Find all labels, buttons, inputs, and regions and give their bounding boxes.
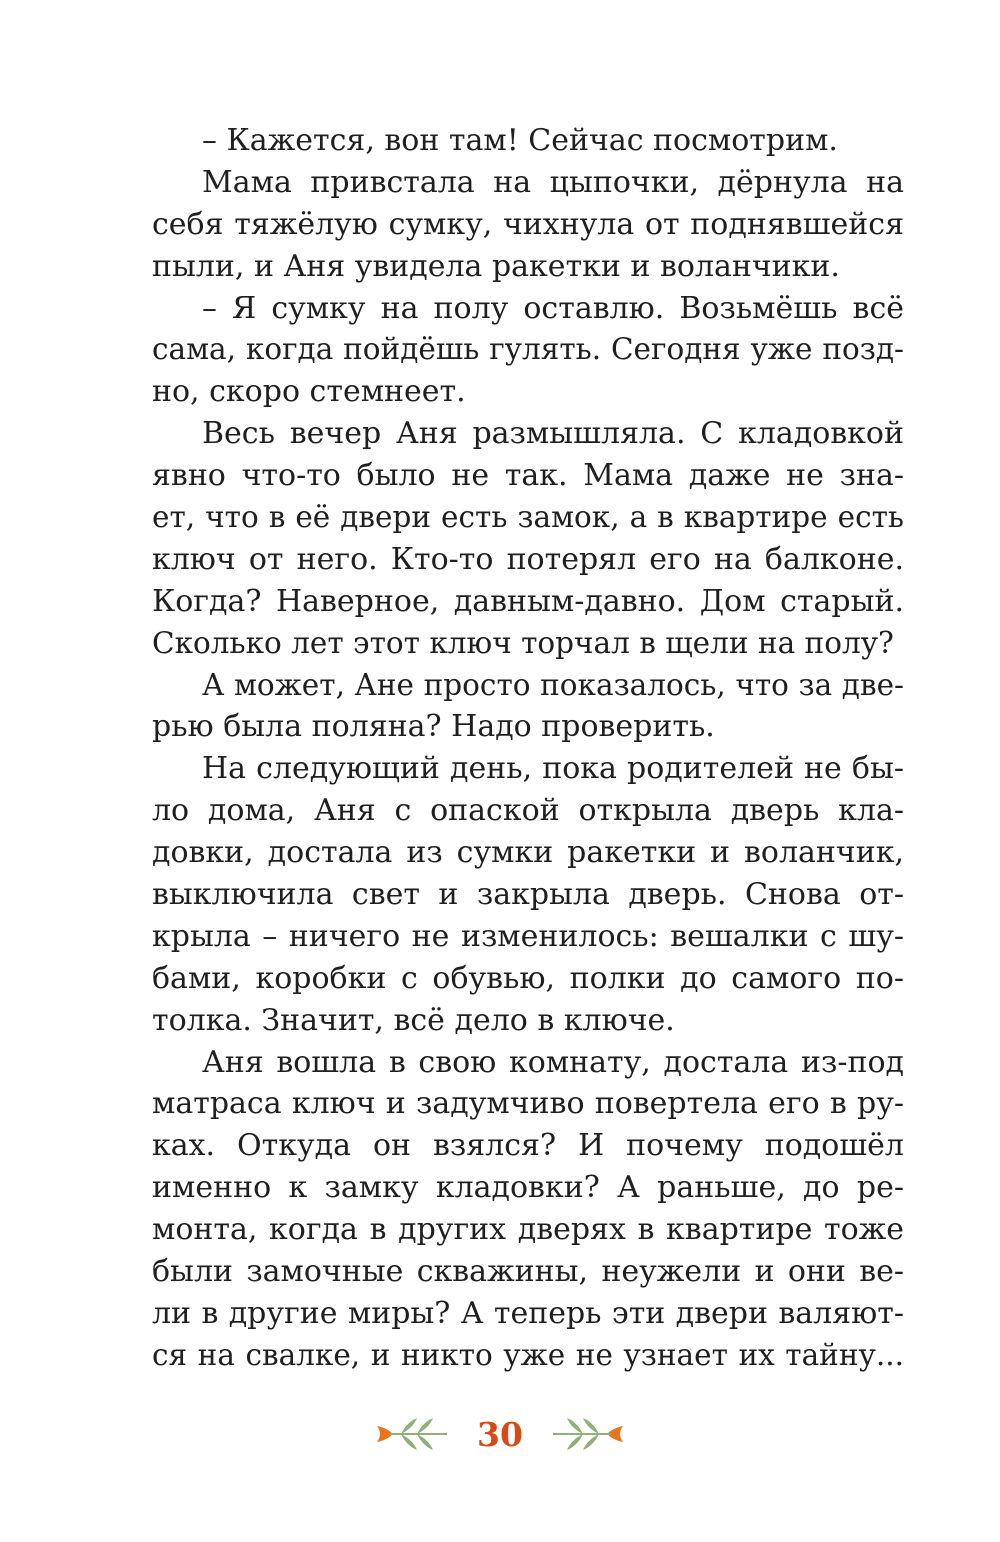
- text-line: Весь вечер Аня размышляла. С кладовкой: [202, 416, 904, 452]
- text-line: пыли, и Аня увидела ракетки и воланчики.: [152, 248, 840, 284]
- text-line: На следующий день, пока родителей не бы-: [202, 751, 904, 787]
- text-line: были замочные скважины, неужели и они ве-: [152, 1254, 904, 1290]
- text-line: – Кажется, вон там! Сейчас посмотрим.: [202, 123, 838, 158]
- text-line: выключила свет и закрыла дверь. Снова от-: [152, 877, 904, 913]
- text-line: ключ от него. Кто-то потерял его на балконе.: [152, 541, 904, 577]
- text-line: именно к замку кладовки? А раньше, до ре-: [152, 1170, 904, 1206]
- body-text: [152, 120, 904, 1377]
- text-line: ках. Откуда он взялся? И почему подошёл: [152, 1128, 904, 1164]
- text-line: ет, что в её двери есть замок, а в квартире есть: [152, 500, 904, 535]
- text-line: рью была поляна? Надо проверить.: [152, 709, 715, 745]
- text-line: Мама привстала на цыпочки, дёрнула на: [202, 164, 904, 200]
- text-line: Сколько лет этот ключ торчал в щели на полу?: [152, 625, 894, 660]
- text-line: Аня вошла в свою комнату, достала из-под: [202, 1044, 904, 1080]
- text-line: ся на свалке, и никто уже не узнает их тайну...: [152, 1337, 904, 1372]
- text-line: монта, когда в других дверях в квартире тоже: [152, 1212, 904, 1248]
- page-number: 30: [477, 1414, 523, 1454]
- text-line: сама, когда пойдёшь гулять. Сегодня уже позд-: [152, 332, 904, 367]
- text-line: Когда? Наверное, давным-давно. Дом старый.: [152, 583, 904, 619]
- text-line: себя тяжёлую сумку, чихнула от поднявшейся: [152, 206, 904, 242]
- text-line: – Я сумку на полу оставлю. Возьмёшь всё: [202, 290, 904, 326]
- text-line: бами, коробки с обувью, полки до самого по-: [152, 960, 904, 996]
- page-footer: [0, 1404, 1000, 1464]
- leaf-ornament-left-icon: [371, 1414, 451, 1454]
- text-line: ло дома, Аня с опаской открыла дверь кла-: [152, 793, 904, 829]
- text-line: А может, Ане просто показалось, что за две-: [202, 667, 904, 702]
- text-line: явно что-то было не так. Мама даже не зна-: [152, 458, 904, 494]
- text-line: довки, достала из сумки ракетки и воланчик,: [152, 835, 904, 871]
- text-line: крыла – ничего не изменилось: вешалки с шу-: [152, 918, 904, 954]
- text-line: ли в другие миры? А теперь эти двери валяют-: [152, 1295, 904, 1331]
- text-line: толка. Значит, всё дело в ключе.: [152, 1002, 675, 1038]
- text-line: матраса ключ и задумчиво повертела его в ру-: [152, 1086, 904, 1122]
- leaf-ornament-right-icon: [549, 1414, 629, 1454]
- text-line: но, скоро стемнеет.: [152, 374, 466, 410]
